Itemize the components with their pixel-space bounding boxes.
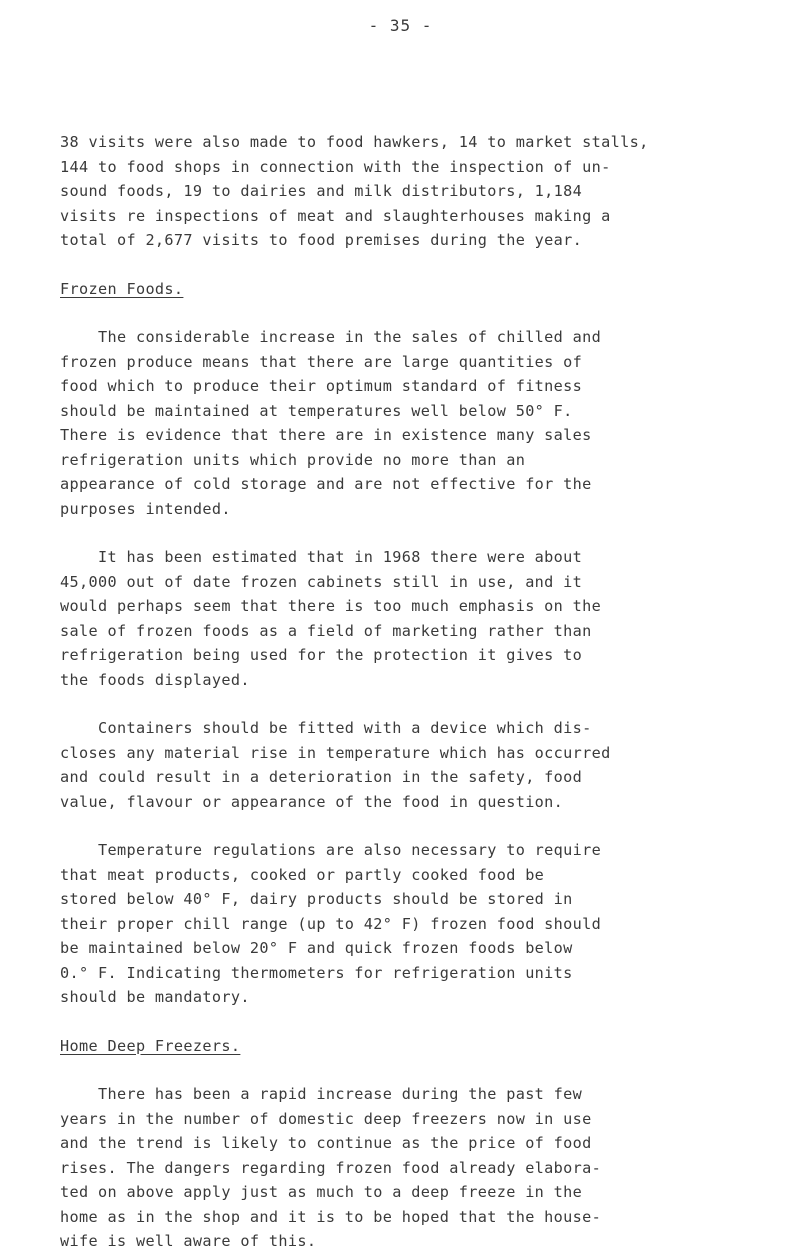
text-line: home as in the shop and it is to be hoped that the house- <box>60 1207 602 1226</box>
text-line: Temperature regulations are also necessary to require <box>60 841 602 859</box>
text-line: and could result in a deterioration in the safety, food <box>60 768 583 786</box>
text-line: refrigeration units which provide no more than an <box>60 450 526 469</box>
text-line: There is evidence that there are in existence many sales <box>60 426 592 444</box>
document-body <box>60 44 780 1254</box>
section-heading: Home Deep Freezers. <box>60 1036 241 1055</box>
text-line: years in the number of domestic deep freezers now in use <box>60 1109 592 1128</box>
text-line: the foods displayed. <box>60 670 250 689</box>
text-line: 144 to food shops in connection with the inspection of un- <box>60 157 611 176</box>
text-line: and the trend is likely to continue as the price of food <box>60 1134 592 1152</box>
frozen-paragraph-1 <box>60 325 780 521</box>
text-line: There has been a rapid increase during the past few <box>60 1085 583 1103</box>
text-line: rises. The dangers regarding frozen food already elabora- <box>60 1158 602 1177</box>
text-line: ted on above apply just as much to a deep freeze in the <box>60 1183 583 1201</box>
text-line: stored below 40° F, dairy products should be stored in <box>60 890 573 908</box>
frozen-paragraph-2 <box>60 545 780 692</box>
text-line: 38 visits were also made to food hawkers, 14 to market stalls, <box>60 133 649 151</box>
text-line: would perhaps seem that there is too much emphasis on the <box>60 597 602 615</box>
text-line: appearance of cold storage and are not effective for the <box>60 475 592 493</box>
text-line: It has been estimated that in 1968 there were about <box>60 548 583 566</box>
text-line: be maintained below 20° F and quick frozen foods below <box>60 939 573 957</box>
page-number: - 35 - <box>368 16 433 35</box>
section-home-deep-freezers <box>60 1034 780 1059</box>
text-line: food which to produce their optimum standard of fitness <box>60 377 583 395</box>
text-line: wife is well aware of this. <box>60 1232 317 1250</box>
frozen-paragraph-4 <box>60 838 780 1010</box>
freezers-paragraph-1 <box>60 1082 780 1254</box>
text-line: should be mandatory. <box>60 988 250 1006</box>
text-line: total of 2,677 visits to food premises during the year. <box>60 231 583 249</box>
text-line: sound foods, 19 to dairies and milk distributors, 1,184 <box>60 182 583 200</box>
frozen-paragraph-3 <box>60 716 780 814</box>
text-line: closes any material rise in temperature which has occurred <box>60 743 611 762</box>
text-line: 45,000 out of date frozen cabinets still in use, and it <box>60 572 583 591</box>
text-line: should be maintained at temperatures well below 50° F. <box>60 401 573 420</box>
text-line: purposes intended. <box>60 499 231 518</box>
section-heading: Frozen Foods. <box>60 279 184 298</box>
text-line: sale of frozen foods as a field of marketing rather than <box>60 621 592 640</box>
text-line: their proper chill range (up to 42° F) frozen food should <box>60 914 602 933</box>
text-line: 0.° F. Indicating thermometers for refrigeration units <box>60 963 573 982</box>
text-line: frozen produce means that there are large quantities of <box>60 352 583 371</box>
section-frozen-foods <box>60 277 780 302</box>
text-line: that meat products, cooked or partly cooked food be <box>60 865 545 884</box>
text-line: refrigeration being used for the protection it gives to <box>60 646 583 664</box>
text-line: visits re inspections of meat and slaughterhouses making a <box>60 206 611 225</box>
text-line: value, flavour or appearance of the food in question. <box>60 792 564 811</box>
intro-paragraph <box>60 130 780 253</box>
text-line: The considerable increase in the sales of chilled and <box>60 328 602 346</box>
text-line: Containers should be fitted with a device which dis- <box>60 719 592 737</box>
